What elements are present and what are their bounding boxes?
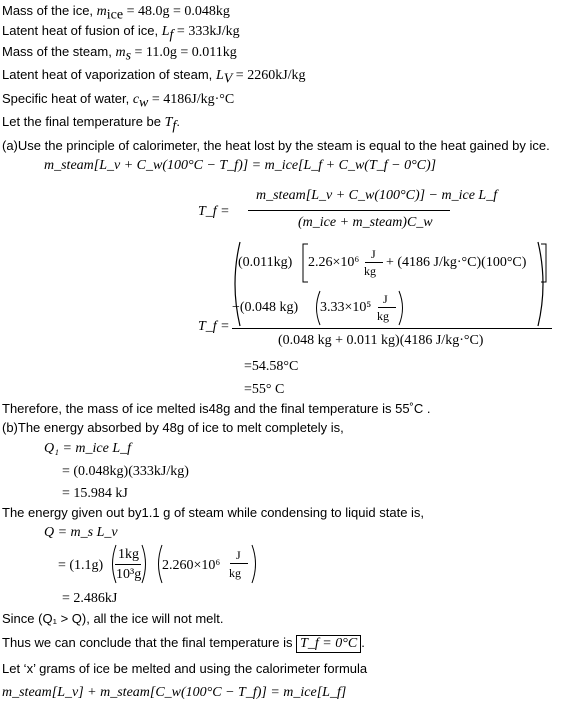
term2-mass: −(0.048 kg) xyxy=(232,300,299,315)
term2-paren-close xyxy=(397,290,409,326)
part-a-statement: (a)Use the principle of calorimeter, the heat lost by the steam is equal to the heat gained by ice. xyxy=(2,138,550,153)
let-x-statement: Let ‘x’ grams of ice be melted and using the calorimeter formula xyxy=(2,661,368,676)
result-55: =55° C xyxy=(244,382,285,397)
term1-unit-numerator: J xyxy=(371,247,376,261)
result-54-58: =54.58°C xyxy=(244,359,299,374)
given-specific-heat: Specific heat of water, $c_w = 4186J/kg\cdot^\circ C$ xyxy=(2,91,235,111)
term1-unit-denominator: kg xyxy=(364,264,376,278)
equation-tf-denominator: (m_ice + m_steam)C_w xyxy=(298,215,433,230)
equation-heat-balance: m_steam[L_v + C_w(100°C − T_f)] = m_ice[L_f + C_w(T_f − 0°C)] xyxy=(44,158,437,173)
equation-tf-sub-denominator: (0.048 kg + 0.011 kg)(4186 J/kg·°C) xyxy=(278,333,484,348)
part-b-statement: (b)The energy absorbed by 48g of ice to melt completely is, xyxy=(2,420,344,435)
term2-latent-heat: 3.33×10⁵ xyxy=(320,300,372,315)
q-sub-mass: = (1.1g) xyxy=(58,558,104,573)
given-steam-mass: Mass of the steam, $m_s = 11.0g = 0.011kg$ xyxy=(2,44,237,64)
part-a-conclusion: Therefore, the mass of ice melted is48g and the final temperature is 55˚C . xyxy=(2,401,431,416)
fraction-bar xyxy=(115,564,141,565)
steam-statement: The energy given out by1.1 g of steam while condensing to liquid state is, xyxy=(2,505,425,520)
since-statement: Since (Q₁ > Q), all the ice will not melt. xyxy=(2,611,224,626)
equation-tf-lhs: T_f = xyxy=(198,204,230,219)
main-fraction-bar xyxy=(232,328,552,329)
given-ice-mass: Mass of the ice, $m_{ice} = 48.0g = 0.048kg$ xyxy=(2,3,230,23)
term1-bracket-close xyxy=(539,243,549,283)
q-lv-paren-close xyxy=(250,544,262,584)
term1-rest: + (4186 J/kg·°C)(100°C) xyxy=(386,255,527,270)
equation-q-result: = 2.486kJ xyxy=(62,591,118,606)
q-frac-paren-close xyxy=(140,544,152,584)
q-unit-denominator: kg xyxy=(229,566,241,580)
equation-q1-result: = 15.984 kJ xyxy=(62,486,128,501)
q-unit-numerator: J xyxy=(236,548,241,562)
term1-latent-heat: 2.26×10⁶ xyxy=(308,255,360,270)
final-temp-intro: Let the final temperature be $T_f$. xyxy=(2,114,180,134)
equation-tf-sub-lhs: T_f = xyxy=(198,319,230,334)
q-frac-numerator: 1kg xyxy=(118,547,139,562)
boxed-final-temperature: T_f = 0°C xyxy=(296,635,361,653)
equation-q1-definition: Q₁ = m_ice L_f xyxy=(44,441,132,456)
fraction-bar xyxy=(248,210,450,211)
equation-q-definition: Q = m_s L_v xyxy=(44,525,118,540)
thus-statement: Thus we can conclude that the final temperature is T_f = 0°C . xyxy=(2,635,365,651)
term2-unit-numerator: J xyxy=(383,292,388,306)
term1-mass: (0.011kg) xyxy=(238,255,293,270)
q-sub-latent-heat: 2.260×10⁶ xyxy=(162,558,221,573)
given-latent-fusion: Latent heat of fusion of ice, $L_f = 333kJ/kg$ xyxy=(2,23,240,43)
equation-q1-substitution: = (0.048kg)(333kJ/kg) xyxy=(62,464,189,479)
q-frac-denominator: 10³g xyxy=(116,567,142,582)
given-latent-vaporization: Latent heat of vaporization of steam, $L_V = 2260kJ/kg$ xyxy=(2,67,306,87)
term2-unit-denominator: kg xyxy=(377,309,389,323)
equation-tf-numerator: m_steam[L_v + C_w(100°C)] − m_ice L_f xyxy=(256,188,498,203)
equation-last-balance: m_steam[L_v] + m_steam[C_w(100°C − T_f)] = m_ice[L_f] xyxy=(2,685,347,700)
